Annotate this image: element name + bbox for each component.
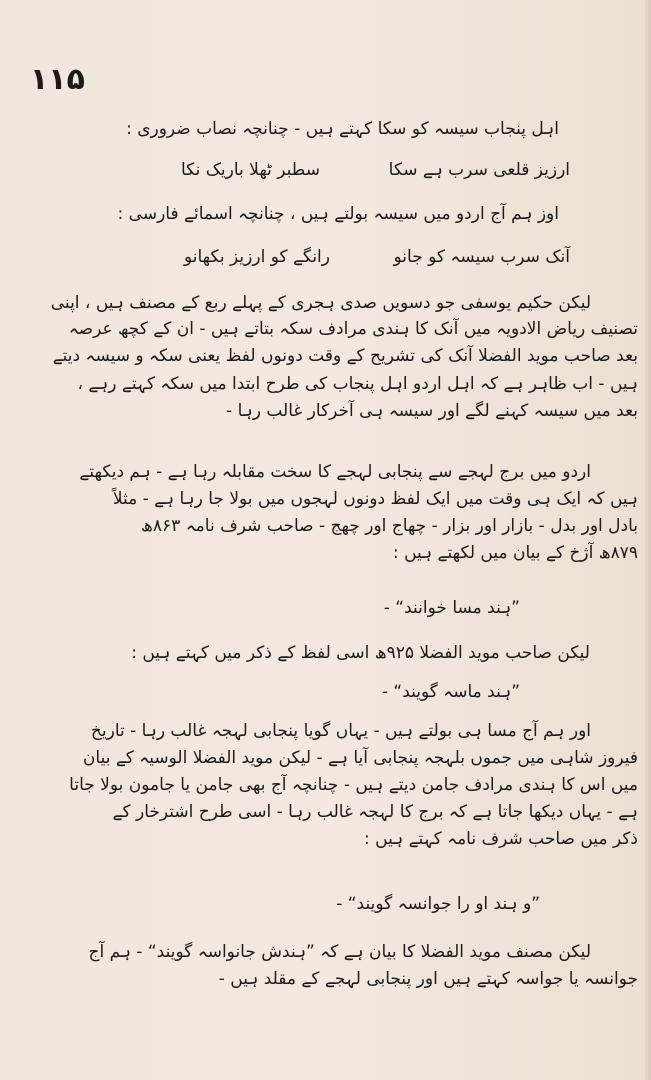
quotation: ”ہند مسا خوانند“ -	[383, 598, 520, 618]
verse-hemistich: رانگے کو ارزیز بکھانو	[183, 247, 330, 267]
text-line: اہل پنجاب سیسہ کو سکا کہتے ہیں - چنانچہ نصاب ضروری :	[126, 119, 559, 139]
verse-hemistich: ارزیز قلعی سرب ہے سکا	[388, 160, 570, 180]
text-line: ہیں کہ ایک ہی وقت میں ایک لفظ دونوں لہجوں میں بولا جا رہا ہے - مثلاً	[112, 489, 638, 509]
text-line: جوانسہ یا جواسہ کہتے ہیں اور پنجابی لہجے کے مقلد ہیں -	[218, 969, 638, 989]
text-line: ہیں - اب ظاہر ہے کہ اہل اردو اہل پنجاب کی طرح ابتدا میں سکہ کہتے رہے ،	[77, 374, 638, 394]
text-line: بادل اور بدل - بازار اور بزار - چھاج اور چھج - صاحب شرف نامہ ۸۶۳ھ	[141, 516, 638, 536]
text-line: ہے - یہاں دیکھا جاتا ہے کہ برج کا لہجہ غالب رہا - اسی طرح اشترخار کے	[112, 802, 638, 822]
text-line: تصنیف ریاض الادویہ میں آنک کا ہندی مرادف سکہ بتاتے ہیں - ان کے کچھ عرصہ	[68, 319, 638, 339]
verse-hemistich: سطبر ٹھلا باریک نکا	[181, 160, 320, 180]
quotation: ”ہند ماسہ گویند“ -	[381, 682, 520, 702]
page-edge	[645, 0, 651, 1080]
text-line: میں اس کا ہندی مرادف جامن دیتے ہیں - چنانچہ آج بھی جامن یا جامون بولا جاتا	[69, 775, 638, 795]
text-line: لیکن صاحب موید الفضلا ۹۲۵ھ اسی لفظ کے ذکر میں کہتے ہیں :	[131, 643, 590, 663]
text-line: ذکر میں صاحب شرف نامہ کہتے ہیں :	[364, 829, 638, 849]
text-line: لیکن مصنف موید الفضلا کا بیان ہے کہ ”ہندش جانواسہ گویند“ - ہم آج	[88, 942, 591, 962]
text-line: اردو میں برج لہجے سے پنجابی لہجے کا سخت مقابلہ رہا ہے - ہم دیکھتے	[79, 462, 591, 482]
verse-hemistich: آنک سرب سیسہ کو جانو	[393, 247, 570, 267]
text-line: بعد صاحب موید الفضلا آنک کی تشریح کے وقت دونوں لفظ یعنی سکہ و سیسہ دیتے	[52, 346, 638, 366]
text-line: ۸۷۹ھ آژخ کے بیان میں لکھتے ہیں :	[392, 543, 638, 563]
text-line: اوز ہم آج اردو میں سیسہ بولتے ہیں ، چنانچہ اسمائے فارسی :	[117, 204, 559, 224]
page-number: ۱۱۵	[30, 62, 85, 97]
text-line: اور ہم آج مسا ہی بولتے ہیں - یہاں گویا پنجابی لہجہ غالب رہا - تاریخ	[90, 721, 591, 741]
text-line: لیکن حکیم یوسفی جو دسویں صدی ہجری کے پہلے ربع کے مصنف ہیں ، اپنی	[50, 293, 591, 313]
text-line: فیروز شاہی میں جموں بلہجہ پنجابی آیا ہے - لیکن موید الفضلا الوسیہ کے بیان	[82, 748, 638, 768]
quotation: ”و ہند او را جوانسہ گویند“ -	[336, 894, 540, 914]
text-line: بعد میں سیسہ کہنے لگے اور سیسہ ہی آخرکار غالب رہا -	[226, 401, 638, 421]
